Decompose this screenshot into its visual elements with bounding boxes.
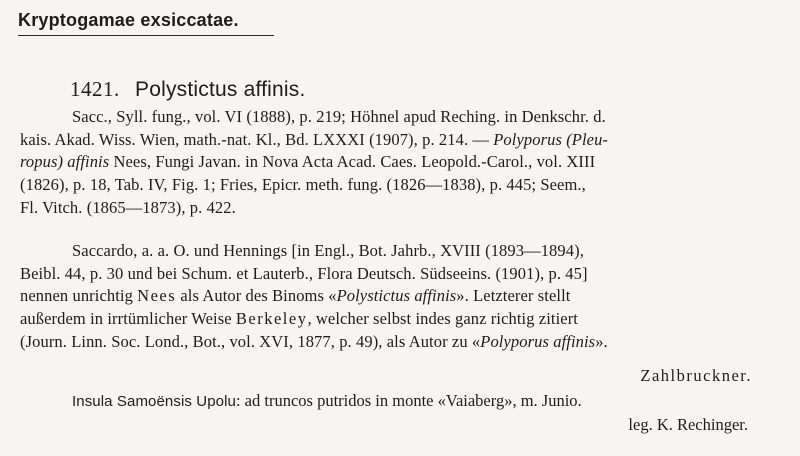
citation-line-1: Sacc., Syll. fung., vol. VI (1888), p. 219; Höhnel apud Reching. in Denkschr. d. xyxy=(72,107,606,126)
remarks-line-3-a: nennen unrichtig xyxy=(20,286,138,306)
author-nees: Nees xyxy=(137,286,177,306)
remarks-line-5-b: ». xyxy=(595,331,608,351)
species-name: Polystictus affinis. xyxy=(135,78,306,101)
citation-line-4: (1826), p. 18, Tab. IV, Fig. 1; Fries, Epicr. meth. fung. (1826—1838), p. 445; Seem., xyxy=(20,175,586,195)
citation-line-2-italic: Polyporus (Pleu- xyxy=(493,129,609,149)
citation-line-3-italic: ropus) affinis xyxy=(20,152,110,172)
locality-line xyxy=(72,390,582,414)
remarks-line-3 xyxy=(20,285,750,308)
remarks-line-4-a: außerdem in irrtümlicher Weise xyxy=(20,309,236,329)
remarks-line-3-c: ». Letzterer stellt xyxy=(456,286,571,306)
remarks-paragraph xyxy=(20,240,750,354)
remarks-line-3-b: als Autor des Binoms « xyxy=(176,286,337,306)
citation-line-3 xyxy=(20,151,750,174)
header-underline xyxy=(18,35,274,36)
citations-paragraph xyxy=(20,106,750,220)
entry-number: 1421. xyxy=(70,77,120,101)
binomial-italic: Polystictus affinis xyxy=(336,286,457,306)
series-title: Kryptogamae exsiccatae. xyxy=(18,10,239,30)
remarks-line-5-a: (Journ. Linn. Soc. Lond., Bot., vol. XVI, 1877, p. 49), als Autor zu « xyxy=(20,331,481,351)
locality-name: Insula Samoënsis Upolu xyxy=(72,393,236,410)
locality-detail: : ad truncos putridos in monte «Vaiaberg», m. Junio. xyxy=(235,391,582,410)
citation-line-3-text: Nees, Fungi Javan. in Nova Acta Acad. Caes. Leopold.-Carol., vol. XIII xyxy=(109,152,596,172)
remarks-line-2: Beibl. 44, p. 30 und bei Schum. et Lauterb., Flora Deutsch. Südseeins. (1901), p. 45] xyxy=(20,263,588,283)
entry-heading xyxy=(70,76,306,103)
citation-line-5: Fl. Vitch. (1865—1873), p. 422. xyxy=(20,197,236,217)
citation-line-2 xyxy=(20,129,750,152)
citation-line-2-text: kais. Akad. Wiss. Wien, math.-nat. Kl., Bd. LXXXI (1907), p. 214. — xyxy=(20,129,494,149)
remarks-line-1: Saccardo, a. a. O. und Hennings [in Engl., Bot. Jahrb., XVIII (1893—1894), xyxy=(72,241,584,260)
remarks-line-5 xyxy=(20,331,750,354)
remarks-line-4 xyxy=(20,308,750,331)
remarks-line-4-b: , welcher selbst indes ganz richtig zitiert xyxy=(307,309,578,329)
author-berkeley: Berkeley xyxy=(235,309,308,329)
collector-line: leg. K. Rechinger. xyxy=(628,415,748,434)
polyporus-italic: Polyporus affinis xyxy=(480,331,596,351)
author-signature: Zahlbruckner. xyxy=(640,366,752,385)
